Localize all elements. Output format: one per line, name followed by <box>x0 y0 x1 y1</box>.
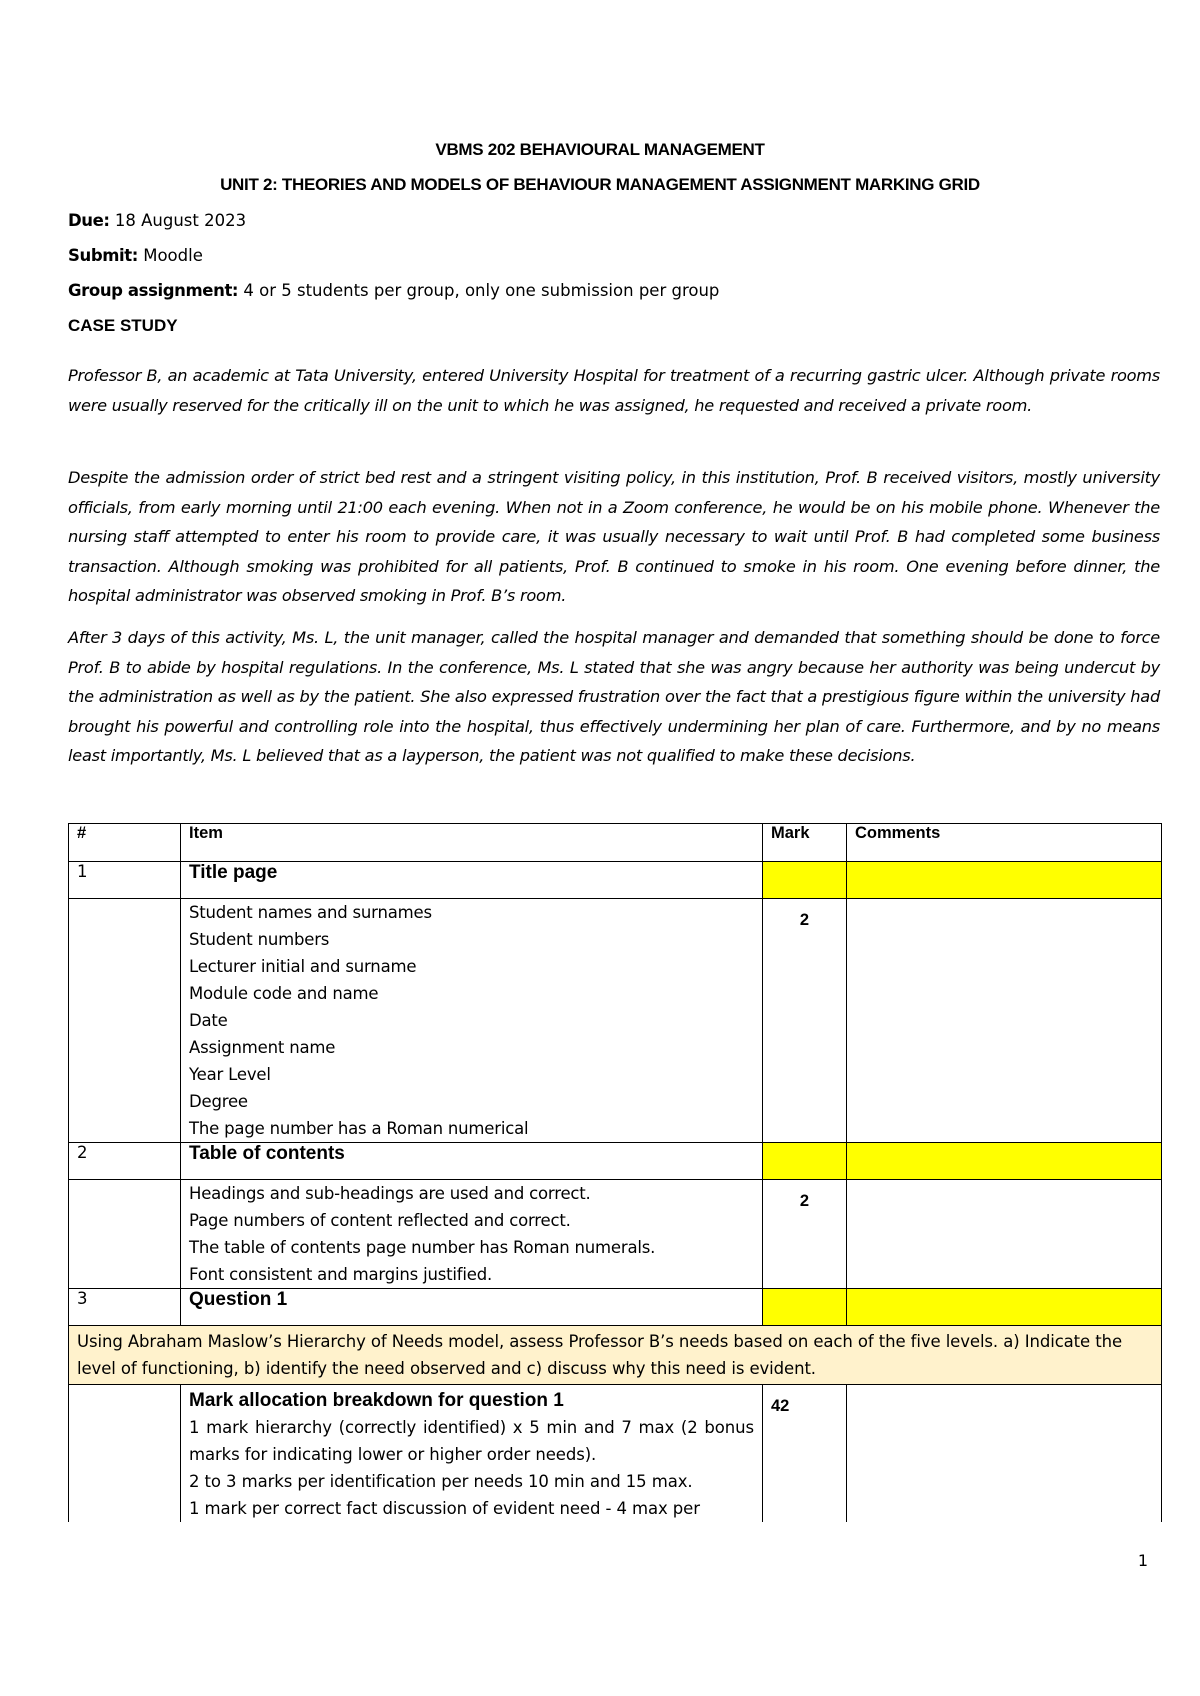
mark-highlight-cell <box>763 862 847 899</box>
mark-value: 2 <box>763 1180 847 1289</box>
marking-grid <box>68 823 1162 1522</box>
page-number: 1 <box>1137 1551 1148 1570</box>
section-number: 3 <box>69 1289 181 1326</box>
comments-highlight-cell <box>847 862 1162 899</box>
criteria-list <box>181 899 763 1143</box>
due-value: 18 August 2023 <box>109 211 247 230</box>
question-row <box>69 1326 1162 1385</box>
mark-highlight-cell <box>763 1143 847 1180</box>
group-line <box>68 281 719 300</box>
section-number: 1 <box>69 862 181 899</box>
mark-value: 2 <box>763 899 847 1143</box>
breakdown-heading: Mark allocation breakdown for question 1 <box>189 1390 564 1411</box>
section-name: Title page <box>181 862 763 899</box>
criteria-item: Module code and name <box>189 984 379 1003</box>
submit-line <box>68 246 203 265</box>
empty-cell <box>69 1385 181 1523</box>
mark-value: 42 <box>763 1385 847 1523</box>
unit-title: UNIT 2: THEORIES AND MODELS OF BEHAVIOUR MANAGEMENT ASSIGNMENT MARKING GRID <box>220 175 980 194</box>
criteria-item: The page number has a Roman numerical <box>189 1119 529 1138</box>
breakdown-cell <box>181 1385 763 1523</box>
group-value: 4 or 5 students per group, only one submission per group <box>238 281 720 300</box>
case-paragraph: Professor B, an academic at Tata University, entered University Hospital for treatment of a recurring gastric ulcer. Although private rooms were usually reserved for the critically ill on the unit to which he was assigned, he requested and received a private room. <box>68 366 1160 415</box>
case-paragraph: After 3 days of this activity, Ms. L, the unit manager, called the hospital manager and demanded that something should be done to force Prof. B to abide by hospital regulations. In the conference, Ms. L stated that she was angry because her authority was being undercut by the administration as well as by the patient. She also expressed frustration over the fact that a prestigious figure within the university had brought his powerful and controlling role into the hospital, thus effectively undermining her plan of care. Furthermore, and by no means least importantly, Ms. L believed that as a layperson, the patient was not qualified to make these decisions. <box>68 628 1160 765</box>
comments-cell <box>847 1385 1162 1523</box>
empty-cell <box>69 1180 181 1289</box>
criteria-list <box>181 1180 763 1289</box>
header-mark: Mark <box>763 824 847 862</box>
criteria-item: Date <box>189 1011 228 1030</box>
question-text: Using Abraham Maslow’s Hierarchy of Needs model, assess Professor B’s needs based on each of the five levels. a) Indicate the level of functioning, b) identify the need observed and c) discuss why this need is evident. <box>69 1326 1162 1385</box>
criteria-item: The table of contents page number has Roman numerals. <box>189 1238 656 1257</box>
criteria-item: Student names and surnames <box>189 903 432 922</box>
grid-header-row <box>69 824 1162 862</box>
mark-highlight-cell <box>763 1289 847 1326</box>
due-label: Due: <box>68 211 110 230</box>
group-label: Group assignment: <box>68 281 239 300</box>
criteria-row <box>69 899 1162 1143</box>
comments-cell <box>847 899 1162 1143</box>
comments-highlight-cell <box>847 1289 1162 1326</box>
course-title: VBMS 202 BEHAVIOURAL MANAGEMENT <box>435 140 765 159</box>
criteria-item: Font consistent and margins justified. <box>189 1265 493 1284</box>
comments-highlight-cell <box>847 1143 1162 1180</box>
case-paragraph: Despite the admission order of strict bed rest and a stringent visiting policy, in this institution, Prof. B received visitors, mostly university officials, from early morning until 21:00 each evening. When not in a Zoom conference, he would be on his mobile phone. Whenever the nursing staff attempted to enter his room to provide care, it was usually necessary to wait until Prof. B had completed some business transaction. Although smoking was prohibited for all patients, Prof. B continued to smoke in his room. One evening before dinner, the hospital administrator was observed smoking in Prof. B’s room. <box>68 468 1160 605</box>
comments-cell <box>847 1180 1162 1289</box>
criteria-item: Degree <box>189 1092 248 1111</box>
breakdown-line: 1 mark per correct fact discussion of evident need - 4 max per <box>189 1499 700 1518</box>
section-row <box>69 1289 1162 1326</box>
criteria-item: Assignment name <box>189 1038 336 1057</box>
due-line <box>68 211 246 230</box>
section-number: 2 <box>69 1143 181 1180</box>
header-num: # <box>69 824 181 862</box>
breakdown-row <box>69 1385 1162 1523</box>
submit-value: Moodle <box>137 246 203 265</box>
section-name: Table of contents <box>181 1143 763 1180</box>
header-comments: Comments <box>847 824 1162 862</box>
criteria-item: Page numbers of content reflected and correct. <box>189 1211 571 1230</box>
section-name: Question 1 <box>181 1289 763 1326</box>
criteria-item: Lecturer initial and surname <box>189 957 417 976</box>
section-row <box>69 862 1162 899</box>
criteria-item: Headings and sub-headings are used and correct. <box>189 1184 591 1203</box>
header-item: Item <box>181 824 763 862</box>
breakdown-line: 1 mark hierarchy (correctly identified) x 5 min and 7 max (2 bonus marks for indicating lower or higher order needs). <box>189 1418 754 1464</box>
criteria-item: Year Level <box>189 1065 271 1084</box>
breakdown-line: 2 to 3 marks per identification per needs 10 min and 15 max. <box>189 1472 693 1491</box>
submit-label: Submit: <box>68 246 138 265</box>
criteria-item: Student numbers <box>189 930 330 949</box>
section-row <box>69 1143 1162 1180</box>
criteria-row <box>69 1180 1162 1289</box>
case-study-heading: CASE STUDY <box>68 316 178 335</box>
empty-cell <box>69 899 181 1143</box>
